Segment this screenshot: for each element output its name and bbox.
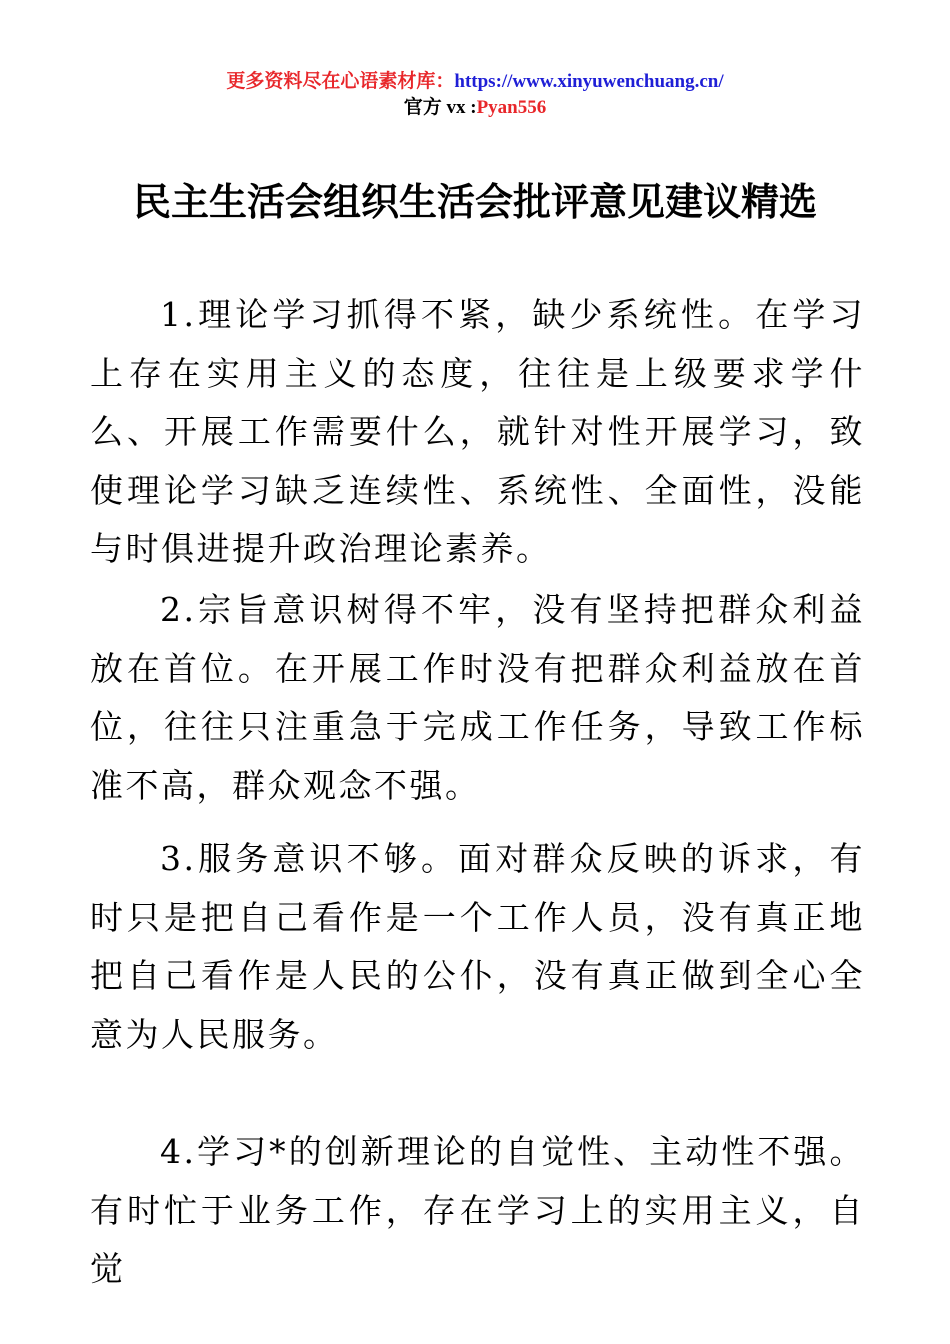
wechat-id: Pyan556 [476,97,547,118]
wechat-line [0,96,950,120]
promo-line [0,70,950,94]
paragraph-4: 4.学习*的创新理论的自觉性、主动性不强。有时忙于业务工作，存在学习上的实用主义，自觉 [90,1132,865,1288]
paragraph-3: 3.服务意识不够。面对群众反映的诉求，有时只是把自己看作是一个工作人员，没有真正地把自己看作是人民的公仆，没有真正做到全心全意为人民服务。 [90,839,865,1054]
paragraph-2: 2.宗旨意识树得不牢，没有坚持把群众利益放在首位。在开展工作时没有把群众利益放在首位，往往只注重急于完成工作任务，导致工作标准不高，群众观念不强。 [90,590,865,805]
paragraph-1: 1.理论学习抓得不紧，缺少系统性。在学习上存在实用主义的态度，往往是上级要求学什么、开展工作需要什么，就针对性开展学习，致使理论学习缺乏连续性、系统性、全面性，没能与时俱进提升政治理论素养。 [90,295,865,568]
promo-text: 更多资料尽在心语素材库： [226,71,455,92]
document-title: 民主生活会组织生活会批评意见建议精选 [132,180,817,224]
wechat-prefix: 官方 vx : [403,97,477,118]
document-header [0,70,950,120]
website-link[interactable]: https://www.xinyuwenchuang.cn/ [454,71,724,92]
